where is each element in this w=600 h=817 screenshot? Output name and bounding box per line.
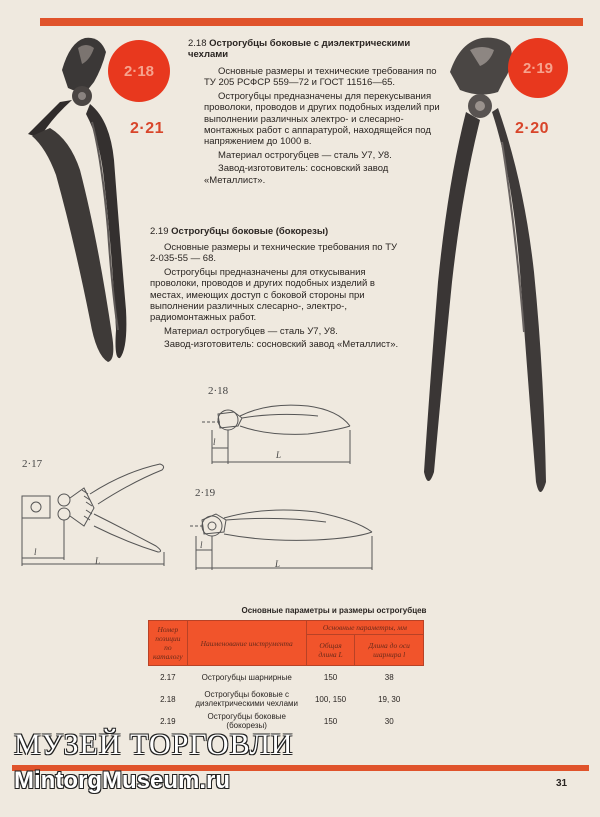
page-number: 31 <box>556 778 568 789</box>
cell-name: Острогубцы боковые (бокорезы) <box>187 710 306 732</box>
drawing-2-18 <box>198 400 358 472</box>
cell-position: 2.17 <box>149 666 188 689</box>
section-2-18-number: 2.18 <box>188 38 207 49</box>
top-accent-bar <box>40 18 583 26</box>
table-row <box>149 666 424 689</box>
section-2-18-body <box>188 66 450 186</box>
cell-hinge-length: 30 <box>355 710 424 732</box>
section-2-18 <box>188 38 450 188</box>
dim-L-2-19: L <box>275 559 281 569</box>
figure-badge-right <box>508 38 568 98</box>
watermark-title: МУЗЕЙ ТОРГОВЛИ <box>14 728 294 761</box>
section-2-19-paragraph: Острогубцы предназначены для откусывания проволоки, проводов и других подобных изделий в местах, имеющих доступ с боковой стороны при выполнении различных слесарно-, электро-, радиомонтажных работ. <box>150 266 375 324</box>
figure-label-left: 2·21 <box>130 120 165 137</box>
section-2-19-paragraph: Материал острогубцев — сталь У7, У8. <box>164 325 338 337</box>
cell-position: 2.19 <box>149 710 188 732</box>
cell-name: Острогубцы шарнирные <box>187 666 306 689</box>
section-2-19 <box>150 226 404 353</box>
cell-name: Острогубцы боковые с диэлектрическими чехлами <box>187 688 306 710</box>
params-table <box>148 620 424 732</box>
dim-l-2-19: l <box>200 540 203 550</box>
header-total-length: Общая длина L <box>306 635 355 666</box>
cell-total-length: 150 <box>306 666 355 689</box>
cell-total-length: 150 <box>306 710 355 732</box>
header-hinge-length: Длина до оси шарнира l <box>355 635 424 666</box>
section-2-18-paragraph: Основные размеры и технические требования по ТУ 205 РСФСР 559—72 и ГОСТ 11516—65. <box>204 66 437 89</box>
section-2-18-paragraph: Материал острогубцев — сталь У7, У8. <box>218 149 392 161</box>
section-2-18-paragraph: Острогубцы предназначены для перекусывания проволоки, проводов и других подобных изделий при выполнении различных электро- и слесарно-монтажных работ с аппаратурой, находящейся под напряжением до 1000 в. <box>204 90 440 148</box>
badge-left-label: 2·18 <box>123 62 155 80</box>
drawing-label-2-17: 2·17 <box>22 458 43 470</box>
drawing-2-17 <box>14 460 174 572</box>
cell-hinge-length: 38 <box>355 666 424 689</box>
section-2-18-title: Острогубцы боковые с диэлектрическими чехлами <box>188 38 411 60</box>
dim-L-2-18: L <box>276 450 282 460</box>
dim-l-2-17: l <box>34 547 37 557</box>
figure-badge-left <box>108 40 170 102</box>
dim-L-2-17: L <box>95 556 101 566</box>
section-2-18-paragraph: Завод-изготовитель: сосновский завод «Металлист». <box>204 163 389 186</box>
section-2-19-number: 2.19 <box>150 226 169 237</box>
header-name: Наименование инструмента <box>187 621 306 666</box>
section-2-19-paragraph: Основные размеры и технические требования по ТУ 2-035-55 — 68. <box>150 242 398 265</box>
cell-position: 2.18 <box>149 688 188 710</box>
cell-hinge-length: 19, 30 <box>355 688 424 710</box>
figure-label-right: 2·20 <box>515 120 550 137</box>
section-2-19-paragraph: Завод-изготовитель: сосновский завод «Металлист». <box>164 339 399 351</box>
header-params: Основные параметры, мм <box>306 621 423 635</box>
drawing-label-2-19: 2·19 <box>195 487 216 499</box>
section-2-18-heading <box>188 38 450 60</box>
drawing-label-2-18: 2·18 <box>208 385 229 397</box>
drawing-2-19 <box>186 498 376 576</box>
cell-total-length: 100, 150 <box>306 688 355 710</box>
table-title: Основные параметры и размеры острогубцев <box>241 606 427 615</box>
table-row <box>149 688 424 710</box>
header-position: Номер позиции по каталогу <box>149 621 188 666</box>
section-2-19-title: Острогубцы боковые (бокорезы) <box>171 226 329 237</box>
section-2-19-heading <box>150 226 404 237</box>
dim-l-2-18: l <box>213 437 216 447</box>
badge-right-label: 2·19 <box>522 59 554 77</box>
watermark-url[interactable]: MintorgMuseum.ru <box>14 767 230 794</box>
